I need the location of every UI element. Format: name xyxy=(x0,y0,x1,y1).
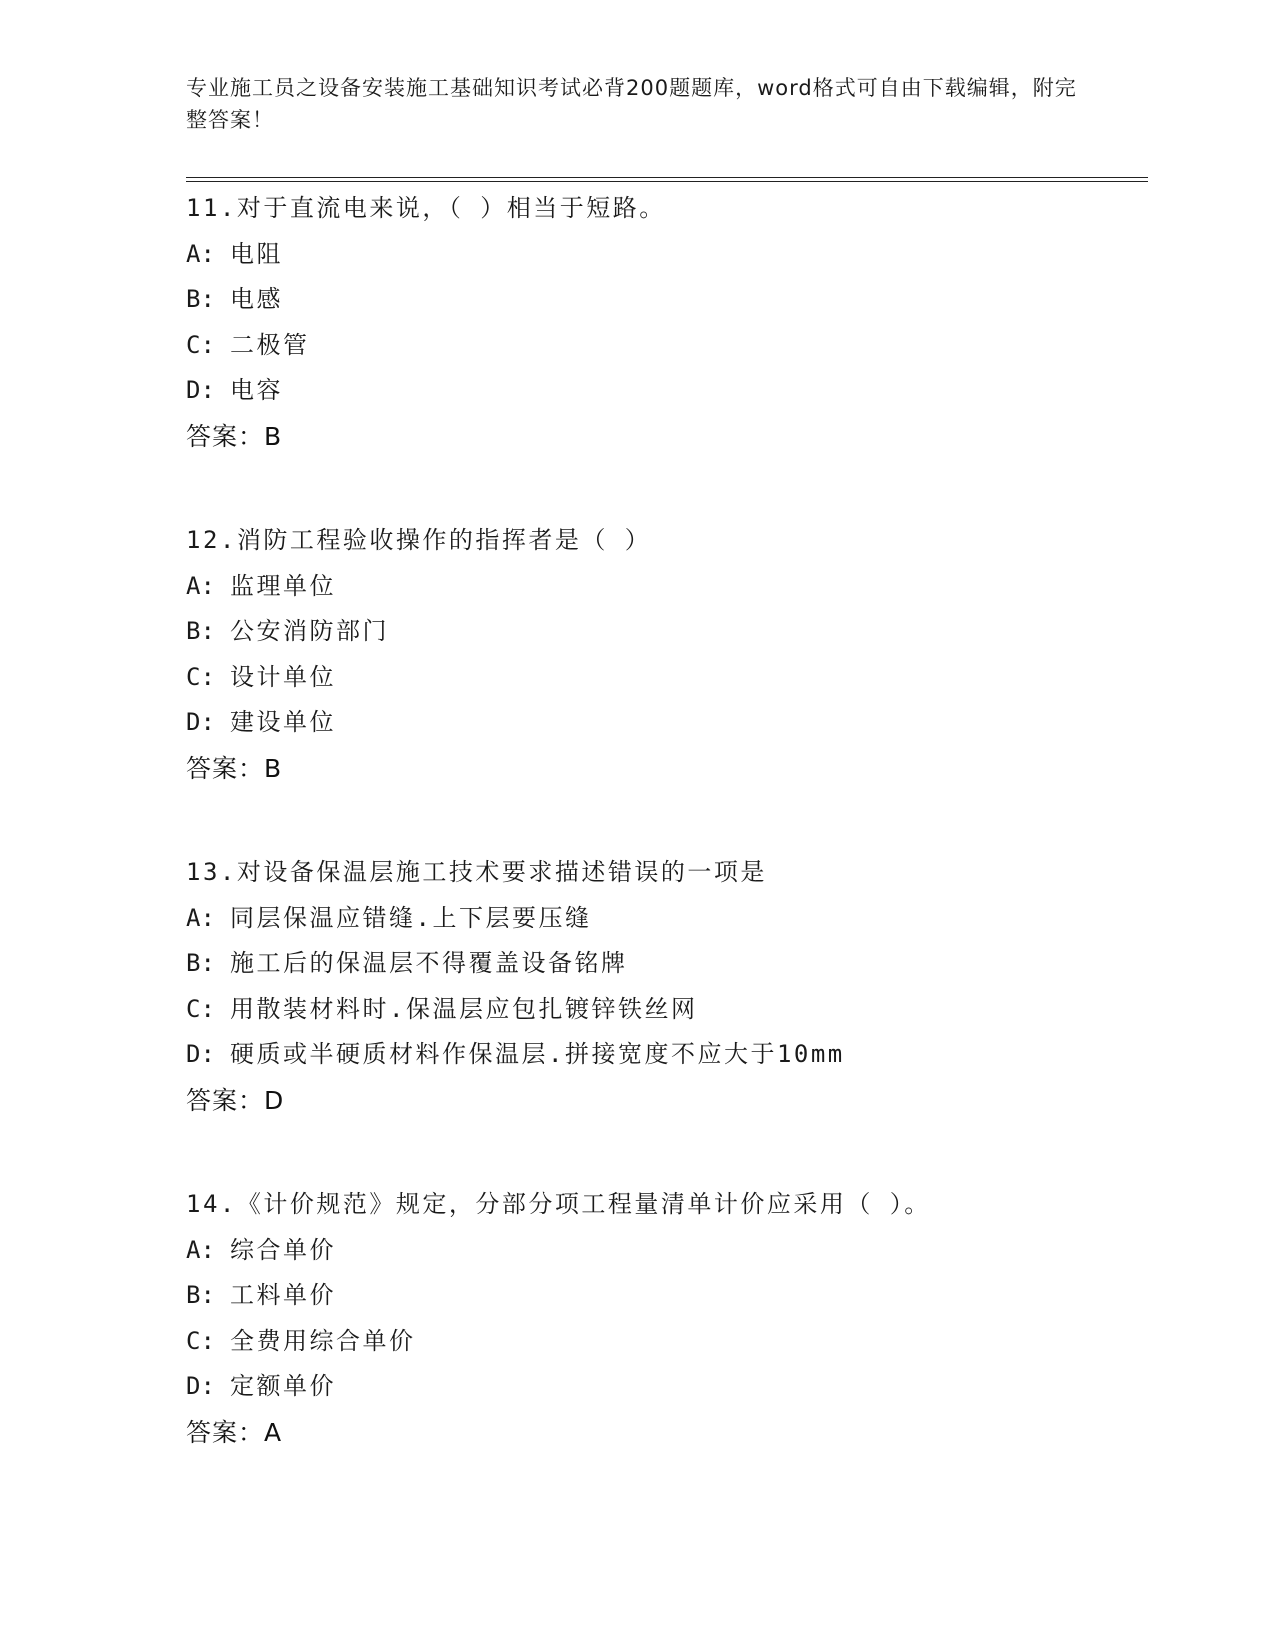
question-list xyxy=(186,186,1148,1514)
option-letter: C: xyxy=(186,330,215,359)
option-a xyxy=(186,232,1148,278)
question-stem: 14.《计价规范》规定，分部分项工程量清单计价应采用（ ）。 xyxy=(186,1190,931,1218)
option-letter: D: xyxy=(186,376,215,404)
option-c xyxy=(186,655,1148,701)
question-11 xyxy=(186,186,1148,459)
option-text: 公安消防部门 xyxy=(230,617,389,645)
option-d xyxy=(186,1032,1148,1078)
option-text: 用散装材料时.保温层应包扎镀锌铁丝网 xyxy=(230,994,698,1023)
question-12 xyxy=(186,518,1148,791)
option-c xyxy=(186,323,1148,369)
option-d xyxy=(186,700,1148,746)
option-letter: C: xyxy=(186,662,215,691)
option-d xyxy=(186,368,1148,414)
option-letter: A: xyxy=(186,903,215,932)
option-text: 定额单价 xyxy=(230,1372,336,1400)
option-text: 建设单位 xyxy=(230,708,336,736)
option-letter: A: xyxy=(186,1235,215,1264)
option-c xyxy=(186,987,1148,1033)
question-stem: 13.对设备保温层施工技术要求描述错误的一项是 xyxy=(186,858,767,886)
option-text: 电感 xyxy=(230,285,283,313)
option-text: 监理单位 xyxy=(230,571,336,600)
option-text: 电容 xyxy=(230,376,283,404)
question-stem: 12.消防工程验收操作的指挥者是（ ） xyxy=(186,526,652,554)
question-13 xyxy=(186,850,1148,1123)
option-b xyxy=(186,609,1148,655)
option-text: 硬质或半硬质材料作保温层.拼接宽度不应大于10mm xyxy=(230,1040,845,1068)
answer-line: 答案：D xyxy=(186,1085,285,1115)
option-letter: D: xyxy=(186,1372,215,1400)
document-header: 专业施工员之设备安装施工基础知识考试必背200题题库，word格式可自由下载编辑，附完整答案！ xyxy=(186,76,1077,132)
question-stem: 11.对于直流电来说，（ ）相当于短路。 xyxy=(186,194,666,222)
option-text: 电阻 xyxy=(230,239,283,268)
option-b xyxy=(186,1273,1148,1319)
option-b xyxy=(186,941,1148,987)
option-letter: D: xyxy=(186,708,215,736)
option-text: 综合单价 xyxy=(230,1235,336,1264)
option-letter: D: xyxy=(186,1040,215,1068)
option-text: 二极管 xyxy=(230,330,310,359)
option-letter: B: xyxy=(186,949,215,977)
answer-line: 答案：B xyxy=(186,421,283,451)
option-text: 施工后的保温层不得覆盖设备铭牌 xyxy=(230,949,628,977)
option-text: 全费用综合单价 xyxy=(230,1326,416,1355)
option-letter: C: xyxy=(186,1326,215,1355)
option-d xyxy=(186,1364,1148,1410)
question-14 xyxy=(186,1182,1148,1455)
answer-line: 答案：B xyxy=(186,753,283,783)
option-letter: C: xyxy=(186,994,215,1023)
option-text: 同层保温应错缝.上下层要压缝 xyxy=(230,903,592,932)
option-letter: B: xyxy=(186,285,215,313)
option-b xyxy=(186,277,1148,323)
option-letter: A: xyxy=(186,239,215,268)
option-letter: A: xyxy=(186,571,215,600)
option-c xyxy=(186,1319,1148,1365)
option-letter: B: xyxy=(186,1281,215,1309)
option-a xyxy=(186,896,1148,942)
option-text: 工料单价 xyxy=(230,1281,336,1309)
header-divider xyxy=(186,177,1148,182)
answer-line: 答案：A xyxy=(186,1417,283,1447)
option-a xyxy=(186,1228,1148,1274)
option-letter: B: xyxy=(186,617,215,645)
option-a xyxy=(186,564,1148,610)
option-text: 设计单位 xyxy=(230,662,336,691)
